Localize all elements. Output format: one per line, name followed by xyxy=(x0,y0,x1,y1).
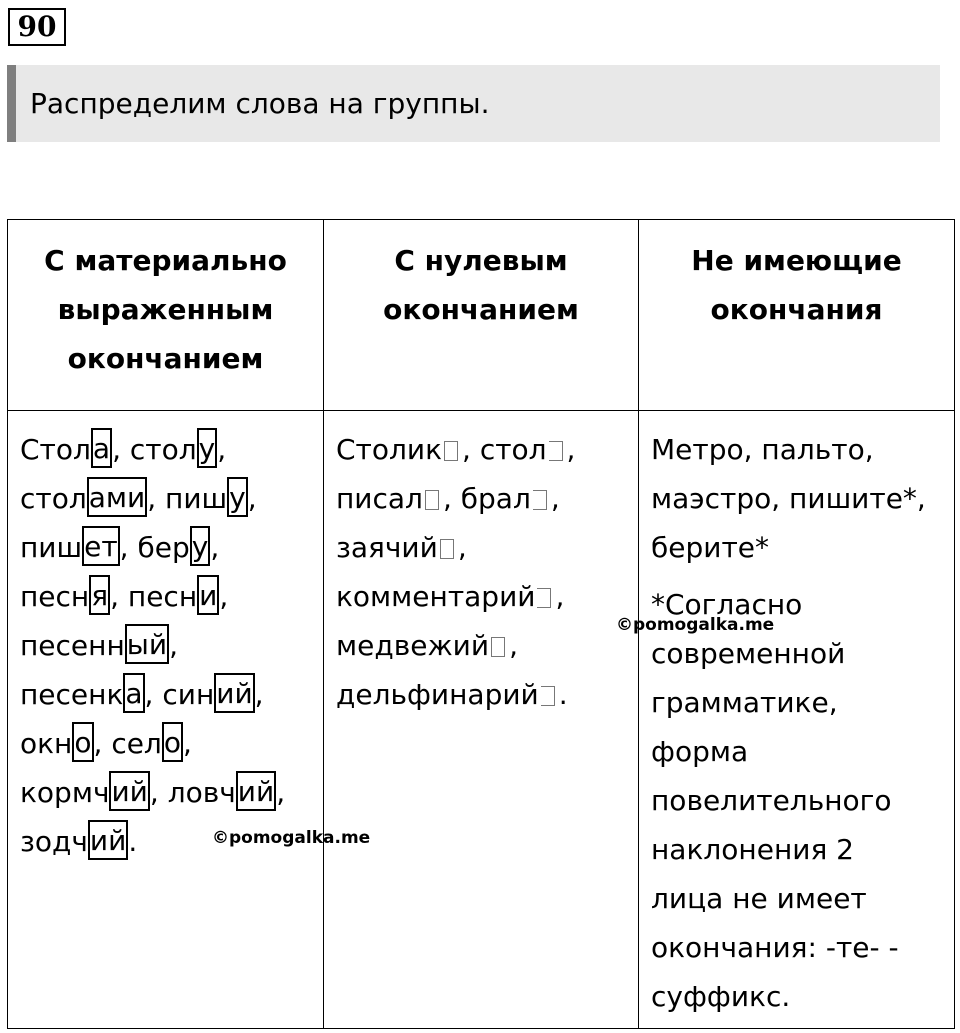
separator: , xyxy=(509,629,518,662)
word-stem: Стол xyxy=(20,433,91,466)
separator: , xyxy=(566,433,576,466)
ending-box: о xyxy=(162,722,183,762)
word-stem: сел xyxy=(111,727,162,760)
header-no-ending: Не имеющие окончания xyxy=(639,220,955,411)
separator: , xyxy=(442,482,461,515)
watermark-left: ©pomogalka.me xyxy=(212,828,371,848)
ending-box: о xyxy=(72,722,93,762)
ending-word xyxy=(20,531,137,564)
word-stem: стол xyxy=(20,482,87,515)
watermark-right: ©pomogalka.me xyxy=(616,615,775,635)
zero-ending-icon xyxy=(425,490,439,510)
ending-box: ий xyxy=(88,820,128,860)
no-ending-words: Метро, пальто, маэстро, пишите*, берите* xyxy=(651,433,926,564)
zero-ending-word xyxy=(336,629,518,662)
word-stem: песенк xyxy=(20,678,124,711)
word-stem: бер xyxy=(137,531,190,564)
word-text: медвежий xyxy=(336,629,490,662)
ending-box: и xyxy=(197,575,219,615)
zero-ending-icon xyxy=(541,686,555,706)
zero-ending-word xyxy=(336,580,564,613)
separator: . xyxy=(558,678,568,711)
zero-ending-icon xyxy=(533,490,547,510)
separator: , xyxy=(457,531,467,564)
col-material-ending xyxy=(8,411,324,1029)
ending-word xyxy=(165,482,257,515)
ending-box: я xyxy=(89,575,110,615)
ending-word xyxy=(168,776,285,809)
table-body-row xyxy=(8,411,955,1029)
word-stem: стол xyxy=(129,433,197,466)
col-zero-ending xyxy=(324,411,639,1029)
word-stem: песн xyxy=(127,580,198,613)
word-stem: песенн xyxy=(20,629,125,662)
word-text: дельфинарий xyxy=(336,678,539,711)
separator: , xyxy=(119,531,138,564)
ending-word xyxy=(20,482,165,515)
ending-word xyxy=(20,678,162,711)
separator: , xyxy=(182,727,192,760)
zero-ending-word xyxy=(336,531,467,564)
zero-ending-icon xyxy=(440,539,454,559)
ending-word xyxy=(130,433,226,466)
separator: , xyxy=(217,433,227,466)
separator: , xyxy=(93,727,112,760)
separator: , xyxy=(147,482,166,515)
ending-word xyxy=(20,580,128,613)
ending-box: ет xyxy=(82,526,120,566)
ending-word xyxy=(128,580,228,613)
ending-word xyxy=(20,727,111,760)
ending-box: ами xyxy=(87,477,147,517)
word-stem: син xyxy=(162,678,215,711)
header-material-ending: С материально выраженным окончанием xyxy=(8,220,324,411)
separator: , xyxy=(219,580,229,613)
word-stem: пиш xyxy=(165,482,228,515)
exercise-number: 90 xyxy=(8,8,66,46)
separator: , xyxy=(144,678,163,711)
zero-ending-icon xyxy=(491,637,505,657)
separator: , xyxy=(462,433,480,466)
word-text: комментарий xyxy=(336,580,536,613)
ending-word xyxy=(20,629,178,662)
ending-box: у xyxy=(190,526,211,566)
ending-word xyxy=(20,776,168,809)
ending-box: ий xyxy=(236,771,276,811)
separator: . xyxy=(128,825,138,858)
separator: , xyxy=(149,776,168,809)
table-header-row xyxy=(8,220,955,411)
ending-box: ый xyxy=(125,624,169,664)
word-stem: песн xyxy=(20,580,90,613)
zero-ending-word xyxy=(336,678,568,711)
ending-word xyxy=(137,531,219,564)
ending-word xyxy=(20,433,130,466)
word-stem: кормч xyxy=(20,776,110,809)
separator: , xyxy=(555,580,565,613)
zero-ending-icon xyxy=(549,441,563,461)
zero-ending-word xyxy=(336,482,461,515)
grammar-note: *Согласно современной грамматике, форма повелительного наклонения 2 лица не имеет окончания: -те- - суффикс. xyxy=(651,588,899,1013)
word-text: брал xyxy=(460,482,531,515)
header-zero-ending: С нулевым окончанием xyxy=(324,220,639,411)
zero-ending-word xyxy=(461,482,560,515)
word-stem: зодч xyxy=(20,825,88,858)
zero-ending-word xyxy=(480,433,576,466)
separator: , xyxy=(254,678,264,711)
zero-ending-word xyxy=(336,433,480,466)
intro-text: Распределим слова на группы. xyxy=(30,87,490,120)
ending-word xyxy=(111,727,192,760)
ending-box: ий xyxy=(109,771,149,811)
ending-box: у xyxy=(197,428,218,468)
ending-word xyxy=(162,678,263,711)
separator: , xyxy=(112,433,130,466)
ending-box: ий xyxy=(214,673,254,713)
word-text: стол xyxy=(479,433,547,466)
ending-box: у xyxy=(227,477,248,517)
separator: , xyxy=(210,531,220,564)
separator: , xyxy=(247,482,257,515)
ending-box: а xyxy=(123,673,144,713)
word-text: писал xyxy=(336,482,423,515)
zero-ending-icon xyxy=(537,588,551,608)
zero-ending-icon xyxy=(444,441,458,461)
ending-word xyxy=(20,825,137,858)
separator: , xyxy=(550,482,560,515)
word-groups-table xyxy=(7,219,955,1029)
intro-banner xyxy=(7,65,940,142)
word-stem: окн xyxy=(20,727,73,760)
separator: , xyxy=(276,776,286,809)
col-no-ending xyxy=(639,411,955,1029)
separator: , xyxy=(169,629,178,662)
separator: , xyxy=(110,580,128,613)
word-text: Столик xyxy=(336,433,442,466)
ending-box: а xyxy=(91,428,112,468)
word-stem: пиш xyxy=(20,531,83,564)
word-text: заячий xyxy=(336,531,438,564)
word-stem: ловч xyxy=(167,776,236,809)
